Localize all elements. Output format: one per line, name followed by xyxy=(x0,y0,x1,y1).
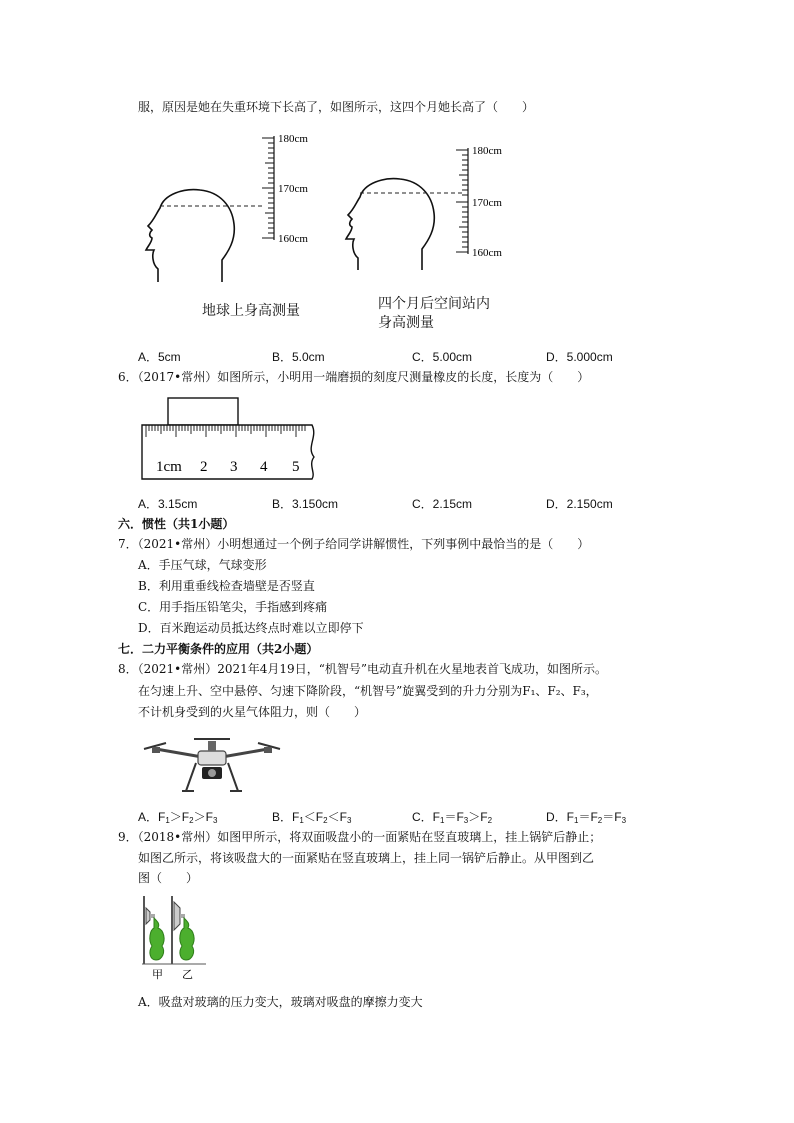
left-head-silhouette xyxy=(146,190,234,282)
q6-option-d[interactable]: D．2.150cm xyxy=(546,497,613,511)
ruler-label-1cm: 1cm xyxy=(156,459,182,475)
ruler-label-5: 5 xyxy=(292,459,300,475)
q6-option-c[interactable]: C．2.15cm xyxy=(412,497,473,511)
section-7-heading: 七．二力平衡条件的应用（共2小题） xyxy=(118,642,319,656)
left-scale xyxy=(262,133,308,245)
section-6-heading: 六．惯性（共1小题） xyxy=(118,517,235,531)
q6-ruler-figure xyxy=(140,397,320,483)
q5-option-b[interactable]: B．5.0cm xyxy=(272,350,325,364)
fig-label-yi: 乙 xyxy=(182,968,193,981)
q7-stem: 7．（2021•常州）小明想通过一个例子给同学讲解惯性，下列事例中最恰当的是（ ） xyxy=(118,537,590,551)
q9-stem-line2: 如图乙所示，将该吸盘大的一面紧贴在竖直玻璃上，挂上同一锅铲后静止。从甲图到乙 xyxy=(138,851,595,865)
q6-option-a[interactable]: A．3.15cm xyxy=(138,497,198,511)
q6-option-b[interactable]: B．3.150cm xyxy=(272,497,339,511)
q7-option-b[interactable]: B．利用重垂线检查墙壁是否竖直 xyxy=(138,579,315,593)
right-scale-label-180: 180cm xyxy=(472,145,502,157)
ruler-label-4: 4 xyxy=(260,459,268,475)
q6-stem: 6．（2017•常州）如图所示，小明用一端磨损的刻度尺测量橡皮的长度，长度为（ ） xyxy=(118,370,590,384)
right-scale-label-160: 160cm xyxy=(472,247,502,259)
fig-label-jia: 甲 xyxy=(152,968,163,981)
right-head-silhouette xyxy=(346,179,434,270)
q7-option-d[interactable]: D．百米跑运动员抵达终点时难以立即停下 xyxy=(138,621,364,635)
q8-option-c[interactable]: C．$F_1=F_3>F_2$ xyxy=(412,810,493,825)
q7-option-a[interactable]: A．手压气球，气球变形 xyxy=(138,558,267,572)
left-scale-label-160: 160cm xyxy=(278,233,308,245)
right-scale-label-170: 170cm xyxy=(472,197,502,209)
caption-station-line2: 身高测量 xyxy=(378,314,434,330)
q8-stem-line1: 8．（2021•常州）2021年4月19日，“机智号”电动直升机在火星地表首飞成功，如图所示。 xyxy=(118,662,607,676)
q5-option-d[interactable]: D．5.000cm xyxy=(546,350,613,364)
q8-stem-line3: 不计机身受到的火星气体阻力，则（ ） xyxy=(138,705,367,719)
q5-option-a[interactable]: A．5cm xyxy=(138,350,181,364)
q9-suction-cup-figure xyxy=(140,894,210,982)
ruler-label-3: 3 xyxy=(230,459,238,475)
q5-stem-tail: 服，原因是她在失重环境下长高了，如图所示，这四个月她长高了（ ） xyxy=(138,100,535,114)
q8-drone-figure xyxy=(142,733,282,795)
q8-option-a[interactable]: A．$F_1>F_2>F_3$ xyxy=(138,810,218,825)
q8-option-b[interactable]: B．$F_1<F_2<F_3$ xyxy=(272,810,352,825)
q5-height-figure xyxy=(140,132,560,282)
q9-option-a[interactable]: A．吸盘对玻璃的压力变大，玻璃对吸盘的摩擦力变大 xyxy=(138,995,423,1009)
eraser xyxy=(168,398,238,425)
ruler-label-2: 2 xyxy=(200,459,208,475)
right-scale xyxy=(456,145,502,259)
q9-stem-line3: 图（ ） xyxy=(138,871,199,885)
q7-option-c[interactable]: C．用手指压铅笔尖，手指感到疼痛 xyxy=(138,600,328,614)
caption-station-line1: 四个月后空间站内 xyxy=(378,295,490,311)
q8-option-d[interactable]: D．$F_1=F_2=F_3$ xyxy=(546,810,627,825)
caption-earth-measurement: 地球上身高测量 xyxy=(202,302,300,318)
q9-stem-line1: 9．（2018•常州）如图甲所示，将双面吸盘小的一面紧贴在竖直玻璃上，挂上锅铲后静止； xyxy=(118,830,602,844)
left-scale-label-180: 180cm xyxy=(278,133,308,145)
q5-option-c[interactable]: C．5.00cm xyxy=(412,350,473,364)
left-scale-label-170: 170cm xyxy=(278,183,308,195)
q8-stem-line2: 在匀速上升、空中悬停、匀速下降阶段，“机智号”旋翼受到的升力分别为F₁、F₂、F₃， xyxy=(138,684,598,698)
